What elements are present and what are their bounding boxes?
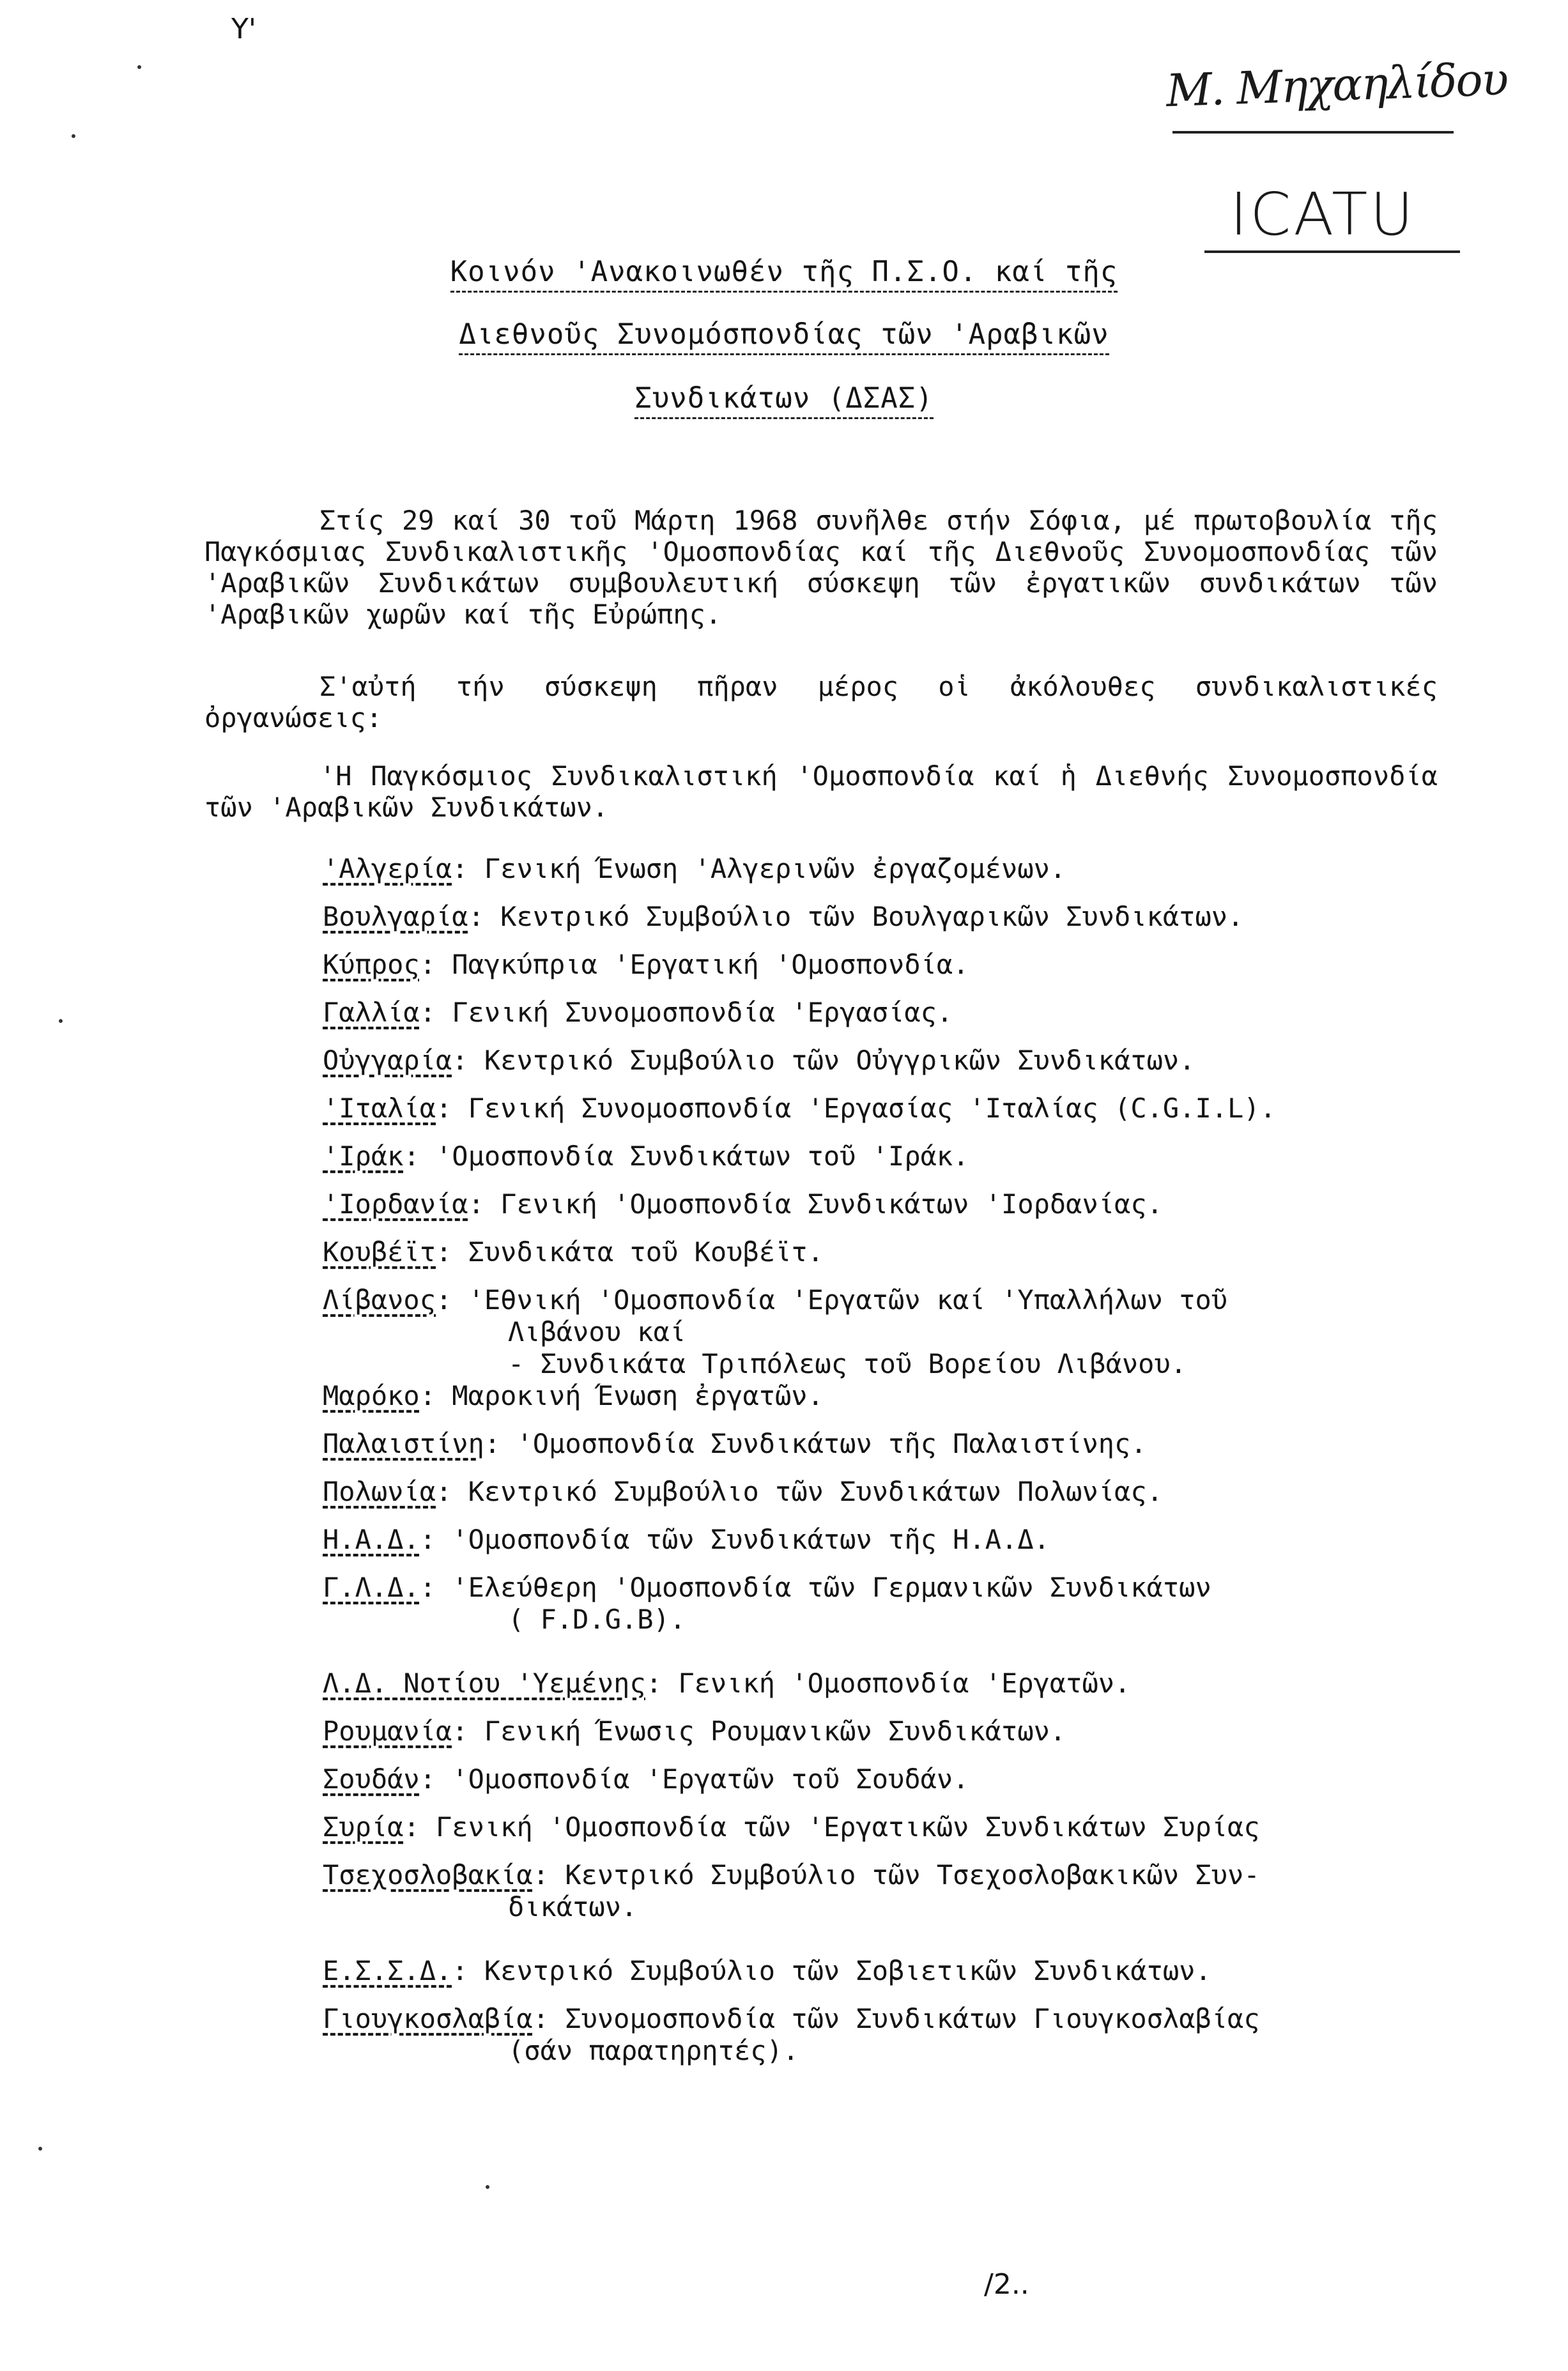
organization-name: Γενική 'Ομοσπονδία Συνδικάτων 'Ιορδανίας.: [484, 1188, 1163, 1220]
organization-name: 'Ομοσπονδία Συνδικάτων τοῦ 'Ιράκ.: [419, 1140, 969, 1172]
organization-entry: [323, 1045, 1466, 1077]
separator: :: [532, 1859, 550, 1891]
organization-name-continued: (σάν παρατηρητές).: [508, 2035, 799, 2066]
organization-entry: [323, 1476, 1466, 1508]
country-name: Γαλλία: [323, 997, 420, 1028]
organization-entry: [323, 1811, 1466, 1843]
organization-entry: [323, 1763, 1466, 1795]
organization-name: Γενική Ένωση 'Αλγερινῶν ἐργαζομένων.: [468, 853, 1066, 884]
organization-name: Γενική 'Ομοσπονδία τῶν 'Εργατικῶν Συνδικάτων Συρίας: [419, 1811, 1260, 1843]
scan-speck: [38, 2147, 42, 2151]
organization-name: Γενική 'Ομοσπονδία 'Εργατῶν.: [662, 1668, 1131, 1699]
organization-entry: [323, 1668, 1466, 1700]
separator: :: [403, 1140, 420, 1172]
separator: :: [436, 1093, 452, 1124]
separator: :: [468, 1188, 484, 1220]
separator: :: [532, 2003, 550, 2034]
country-name: Κουβέϊτ: [323, 1236, 436, 1268]
handwritten-code: ICATU: [1230, 180, 1416, 249]
country-name: Ρουμανία: [323, 1715, 452, 1747]
organization-entry: [323, 1715, 1466, 1747]
country-name: Ε.Σ.Σ.Δ.: [323, 1955, 452, 1986]
country-name: 'Ιορδανία: [323, 1188, 468, 1220]
country-name: Κύπρος: [323, 949, 420, 980]
title-line-1: Κοινόν 'Ανακοινωθέν τῆς Π.Σ.Ο. καί τῆς: [0, 256, 1568, 288]
country-name: 'Αλγερία: [323, 853, 452, 884]
organization-name: 'Ομοσπονδία Συνδικάτων τῆς Παλαιστίνης.: [500, 1428, 1147, 1459]
organization-entry: [323, 949, 1466, 981]
country-name: Οὐγγαρία: [323, 1045, 452, 1076]
country-name: Πολωνία: [323, 1476, 436, 1507]
organization-name: Γενική Συνομοσπονδία 'Εργασίας 'Ιταλίας (C.G.I.L).: [452, 1093, 1276, 1124]
country-name: Λίβανος: [323, 1284, 436, 1316]
separator: :: [645, 1668, 663, 1699]
paragraph-participants-intro: Σ'αὐτή τήν σύσκεψη πῆραν μέρος οἱ ἀκόλουθες συνδικαλιστικές ὀργανώσεις:: [204, 671, 1438, 733]
organization-entry: [323, 1093, 1466, 1124]
page-number: /2..: [984, 2268, 1029, 2301]
organization-name: Συνομοσπονδία τῶν Συνδικάτων Γιουγκοσλαβίας: [549, 2003, 1260, 2034]
organization-entry: [323, 1859, 1466, 1923]
scan-speck: [486, 2185, 489, 2189]
handwritten-underline: [1172, 131, 1454, 134]
separator: :: [419, 997, 436, 1028]
organization-name: Κεντρικό Συμβούλιο τῶν Βουλγαρικῶν Συνδικάτων.: [484, 901, 1244, 932]
scan-speck: [59, 1019, 63, 1023]
organization-name: Μαροκινή Ένωση ἐργατῶν.: [436, 1380, 824, 1411]
organization-name: Κεντρικό Συμβούλιο τῶν Οὐγγρικῶν Συνδικάτων.: [468, 1045, 1195, 1076]
organization-entry: [323, 1380, 1466, 1412]
organization-name: Γενική Συνομοσπονδία 'Εργασίας.: [436, 997, 953, 1028]
separator: :: [436, 1284, 452, 1316]
organization-name: 'Εθνική 'Ομοσπονδία 'Εργατῶν καί 'Υπαλλήλων τοῦ: [452, 1284, 1228, 1316]
separator: :: [403, 1811, 420, 1843]
country-name: Σουδάν: [323, 1763, 420, 1795]
separator: :: [452, 1045, 468, 1076]
organization-name: Παγκύπρια 'Εργατική 'Ομοσπονδία.: [436, 949, 969, 980]
country-name: Παλαιστίνη: [323, 1428, 484, 1459]
organization-entry: [323, 2003, 1466, 2067]
organization-entry: [323, 853, 1466, 885]
separator: :: [419, 1572, 436, 1603]
country-name: 'Ιταλία: [323, 1093, 436, 1124]
organization-entry: [323, 901, 1466, 933]
country-name: Τσεχοσλοβακία: [323, 1859, 533, 1891]
country-name: Μαρόκο: [323, 1380, 420, 1411]
country-name: Λ.Δ. Νοτίου 'Υεμένης: [323, 1668, 646, 1699]
organization-name: Γενική Ένωσις Ρουμανικῶν Συνδικάτων.: [468, 1715, 1066, 1747]
country-name: Βουλγαρία: [323, 901, 468, 932]
organization-entry: [323, 1572, 1466, 1636]
scan-speck: [72, 134, 75, 138]
separator: :: [452, 1955, 468, 1986]
organization-name: 'Ελεύθερη 'Ομοσπονδία τῶν Γερμανικῶν Συνδικάτων: [436, 1572, 1211, 1603]
scan-speck: [137, 65, 141, 69]
organization-name-continued: Λιβάνου καί: [508, 1316, 686, 1347]
separator: :: [436, 1236, 452, 1268]
organization-name: Συνδικάτα τοῦ Κουβέϊτ.: [452, 1236, 824, 1268]
title-line-3: Συνδικάτων (ΔΣΑΣ): [0, 382, 1568, 415]
country-name: Συρία: [323, 1811, 404, 1843]
separator: :: [484, 1428, 501, 1459]
organization-entry: [323, 1428, 1466, 1460]
separator: :: [419, 1380, 436, 1411]
country-name: Η.Α.Δ.: [323, 1524, 420, 1555]
separator: :: [419, 1763, 436, 1795]
handwritten-name: Μ. Μηχαηλίδου: [1165, 52, 1509, 118]
organization-name: Κεντρικό Συμβούλιο τῶν Συνδικάτων Πολωνίας.: [452, 1476, 1163, 1507]
separator: :: [419, 1524, 436, 1555]
corner-mark: Υ': [231, 13, 256, 45]
organization-entry: [323, 997, 1466, 1029]
country-name: Γ.Λ.Δ.: [323, 1572, 420, 1603]
title-line-2: Διεθνοῦς Συνομόσπονδίας τῶν 'Αραβικῶν: [0, 318, 1568, 351]
organization-name: Κεντρικό Συμβούλιο τῶν Τσεχοσλοβακικῶν Συν-: [549, 1859, 1260, 1891]
organization-name: 'Ομοσπονδία 'Εργατῶν τοῦ Σουδάν.: [436, 1763, 969, 1795]
organization-name: Κεντρικό Συμβούλιο τῶν Σοβιετικῶν Συνδικάτων.: [468, 1955, 1211, 1986]
separator: :: [436, 1476, 452, 1507]
separator: :: [419, 949, 436, 980]
organization-name-continued: δικάτων.: [508, 1891, 638, 1922]
handwritten-underline-2: [1204, 250, 1460, 253]
organization-entry: [323, 1524, 1466, 1556]
separator: :: [468, 901, 484, 932]
organization-name-continued: - Συνδικάτα Τριπόλεως τοῦ Βορείου Λιβάνου.: [508, 1348, 1187, 1379]
paragraph-federations: 'Η Παγκόσμιος Συνδικαλιστική 'Ομοσπονδία καί ἡ Διεθνής Συνομοσπονδία τῶν 'Αραβικῶν Συνδικάτων.: [204, 760, 1438, 823]
separator: :: [452, 1715, 468, 1747]
organization-name: 'Ομοσπονδία τῶν Συνδικάτων τῆς Η.Α.Δ.: [436, 1524, 1050, 1555]
organization-entry: [323, 1284, 1466, 1380]
country-name: Γιουγκοσλαβία: [323, 2003, 533, 2034]
country-name: 'Ιράκ: [323, 1140, 404, 1172]
organization-entry: [323, 1188, 1466, 1220]
separator: :: [452, 853, 468, 884]
organization-entry: [323, 1236, 1466, 1268]
paragraph-meeting: Στίς 29 καί 30 τοῦ Μάρτη 1968 συνῆλθε στήν Σόφια, μέ πρωτοβουλία τῆς Παγκόσμιας Συνδικαλιστικῆς 'Ομοσπονδίας καί τῆς Διεθνοῦς Συνομοσπονδίας τῶν 'Αραβικῶν Συνδικάτων συμβουλευτική σύσκεψη τῶν ἐργατικῶν συνδικάτων τῶν 'Αραβικῶν χωρῶν καί τῆς Εὐρώπης.: [204, 505, 1438, 630]
organization-entry: [323, 1140, 1466, 1172]
organization-entry: [323, 1955, 1466, 1987]
organization-name-continued: ( F.D.G.B).: [508, 1604, 686, 1635]
